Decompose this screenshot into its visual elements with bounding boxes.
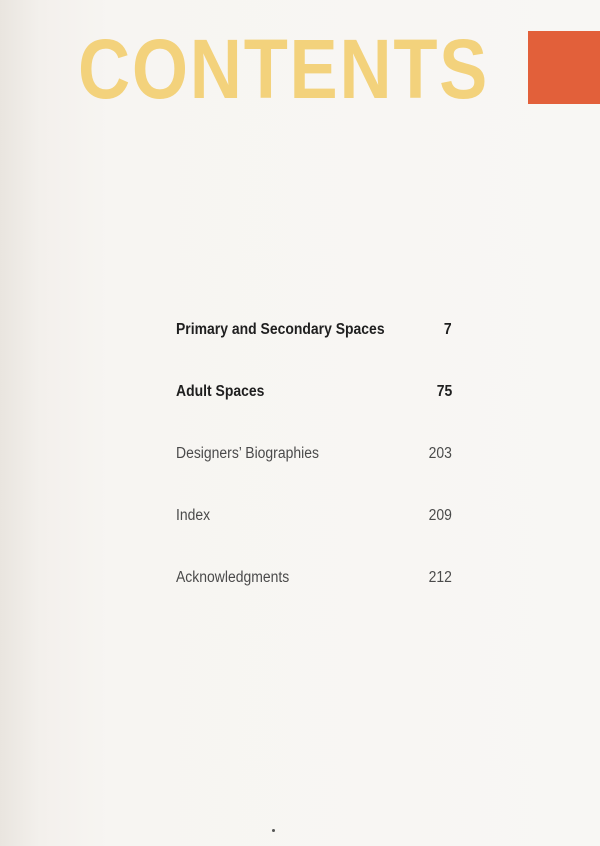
toc-entry-primary-and-secondary-spaces[interactable] <box>176 312 452 374</box>
toc-entry-page-number: 7 <box>444 321 452 338</box>
toc-entry-page-number: 212 <box>428 569 452 586</box>
page-title: CONTENTS <box>78 22 490 116</box>
toc-entry-adult-spaces[interactable] <box>176 374 452 436</box>
toc-entry-page-number: 209 <box>428 507 452 524</box>
toc-entry-label: Index <box>176 507 211 524</box>
toc-entry-designers-biographies[interactable] <box>176 436 452 498</box>
table-of-contents <box>176 312 452 622</box>
toc-entry-page-number: 203 <box>428 445 452 462</box>
toc-entry-label: Primary and Secondary Spaces <box>176 321 385 338</box>
toc-entry-label: Adult Spaces <box>176 383 265 400</box>
toc-entry-label: Acknowledgments <box>176 569 290 586</box>
toc-entry-page-number: 75 <box>436 383 452 400</box>
toc-entry-acknowledgments[interactable] <box>176 560 452 622</box>
toc-entry-label: Designers’ Biographies <box>176 445 319 462</box>
accent-block <box>528 31 600 104</box>
paper-speck <box>272 829 275 832</box>
toc-entry-index[interactable] <box>176 498 452 560</box>
